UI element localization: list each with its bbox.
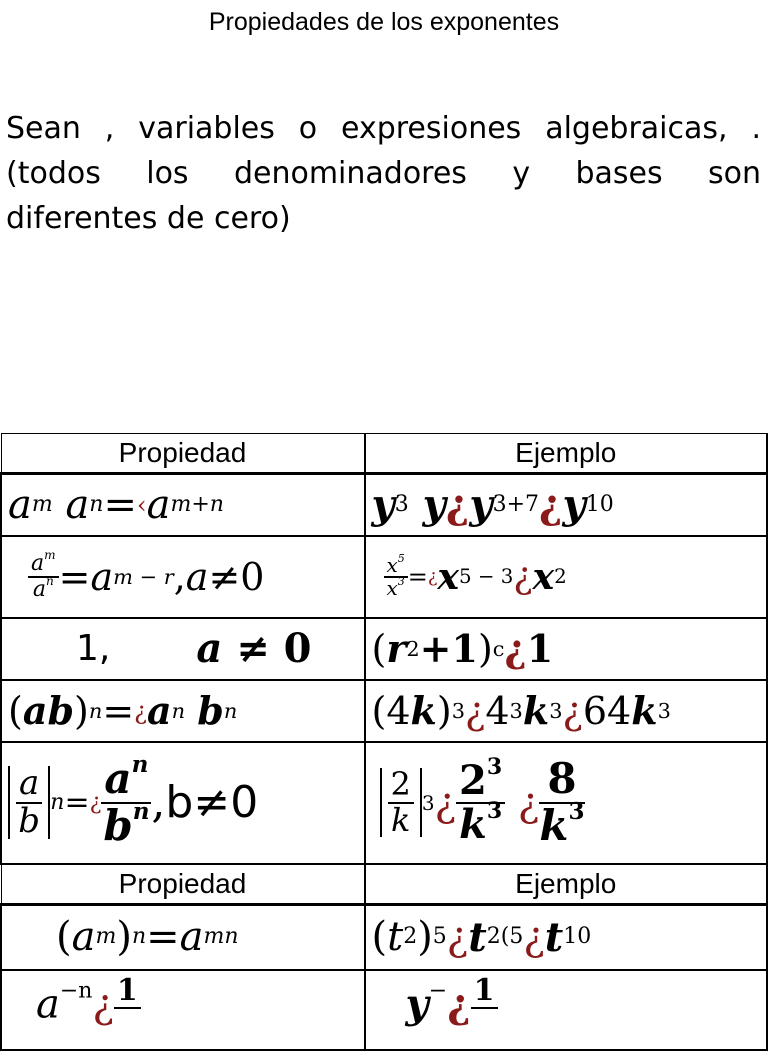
property-cell [1,742,365,864]
quotient-rule-example: $\frac{x^5}{x^3}$ = ¿ x 5 − 3 ¿ x 2 [366,555,767,599]
power-of-quotient-example: $\frac{2}{k}$ 3 ¿ $\frac{2^3}{k^3}$ ¿ $\frac{8}{k^3}$ [366,757,767,847]
intro-line-3: diferentes de cero) [6,201,291,236]
negative-exponent-example: y−¿ 1 [406,975,498,1040]
example-cell [365,536,768,618]
header-propiedad: Propiedad [1,434,365,474]
table-row [1,742,767,864]
property-cell [1,618,365,680]
table-row [1,536,767,618]
table-row [1,904,767,970]
example-cell [365,742,768,864]
power-of-power-formula: ( a m ) n = a mn [56,914,239,961]
example-cell [365,970,768,1050]
exponent-properties-table [0,433,768,1051]
example-cell [365,904,768,970]
header-ejemplo: Ejemplo [365,864,768,905]
intro-paragraph [6,106,761,241]
table-header-row [1,864,767,905]
negative-exponent-formula: $a^{-n}¿$ 1 [36,975,141,1040]
example-cell [365,618,768,680]
header-propiedad: Propiedad [1,864,365,905]
intro-line-1: Sean , variables o expresiones algebraicas, . [6,111,761,146]
property-cell [1,680,365,742]
table-row [1,618,767,680]
property-cell [1,474,365,536]
table-row [1,680,767,742]
power-of-product-formula: ( ab ) n = ¿ a n b n [8,688,238,733]
property-cell [1,536,365,618]
intro-line-2: (todos los denominadores y bases son [6,156,761,191]
power-of-power-example: ( t 2 ) 5 ¿ t 2(5 ¿ t 10 [371,913,592,961]
page-title: Propiedades de los exponentes [208,8,560,36]
power-of-quotient-formula: $\frac{a}{b}$ n = ¿ $\frac{a^n}{b^n}$ , b≠0 [2,757,364,847]
product-rule-formula: a m a n = ‹ a m+n [8,481,224,528]
zero-exponent-formula: 1, a ≠ 0 [76,625,312,672]
example-cell [365,474,768,536]
example-cell [365,680,768,742]
table-row [1,474,767,536]
header-ejemplo: Ejemplo [365,434,768,474]
table-header-row [1,434,767,474]
table-row [1,970,767,1050]
property-cell [1,904,365,970]
property-cell [1,970,365,1050]
product-rule-example: y 3 y ¿ y 3+7 ¿ y 10 [371,481,614,529]
zero-exponent-example: ( r 2 +1 ) c ¿ 1 [371,626,554,671]
quotient-rule-formula: $\frac{a^m}{a^n}$ = a m − r , a ≠ 0 [2,552,364,600]
power-of-product-example: ( 4 k ) 3 ¿ 4 3 k 3 ¿ 64 k 3 [371,688,671,733]
